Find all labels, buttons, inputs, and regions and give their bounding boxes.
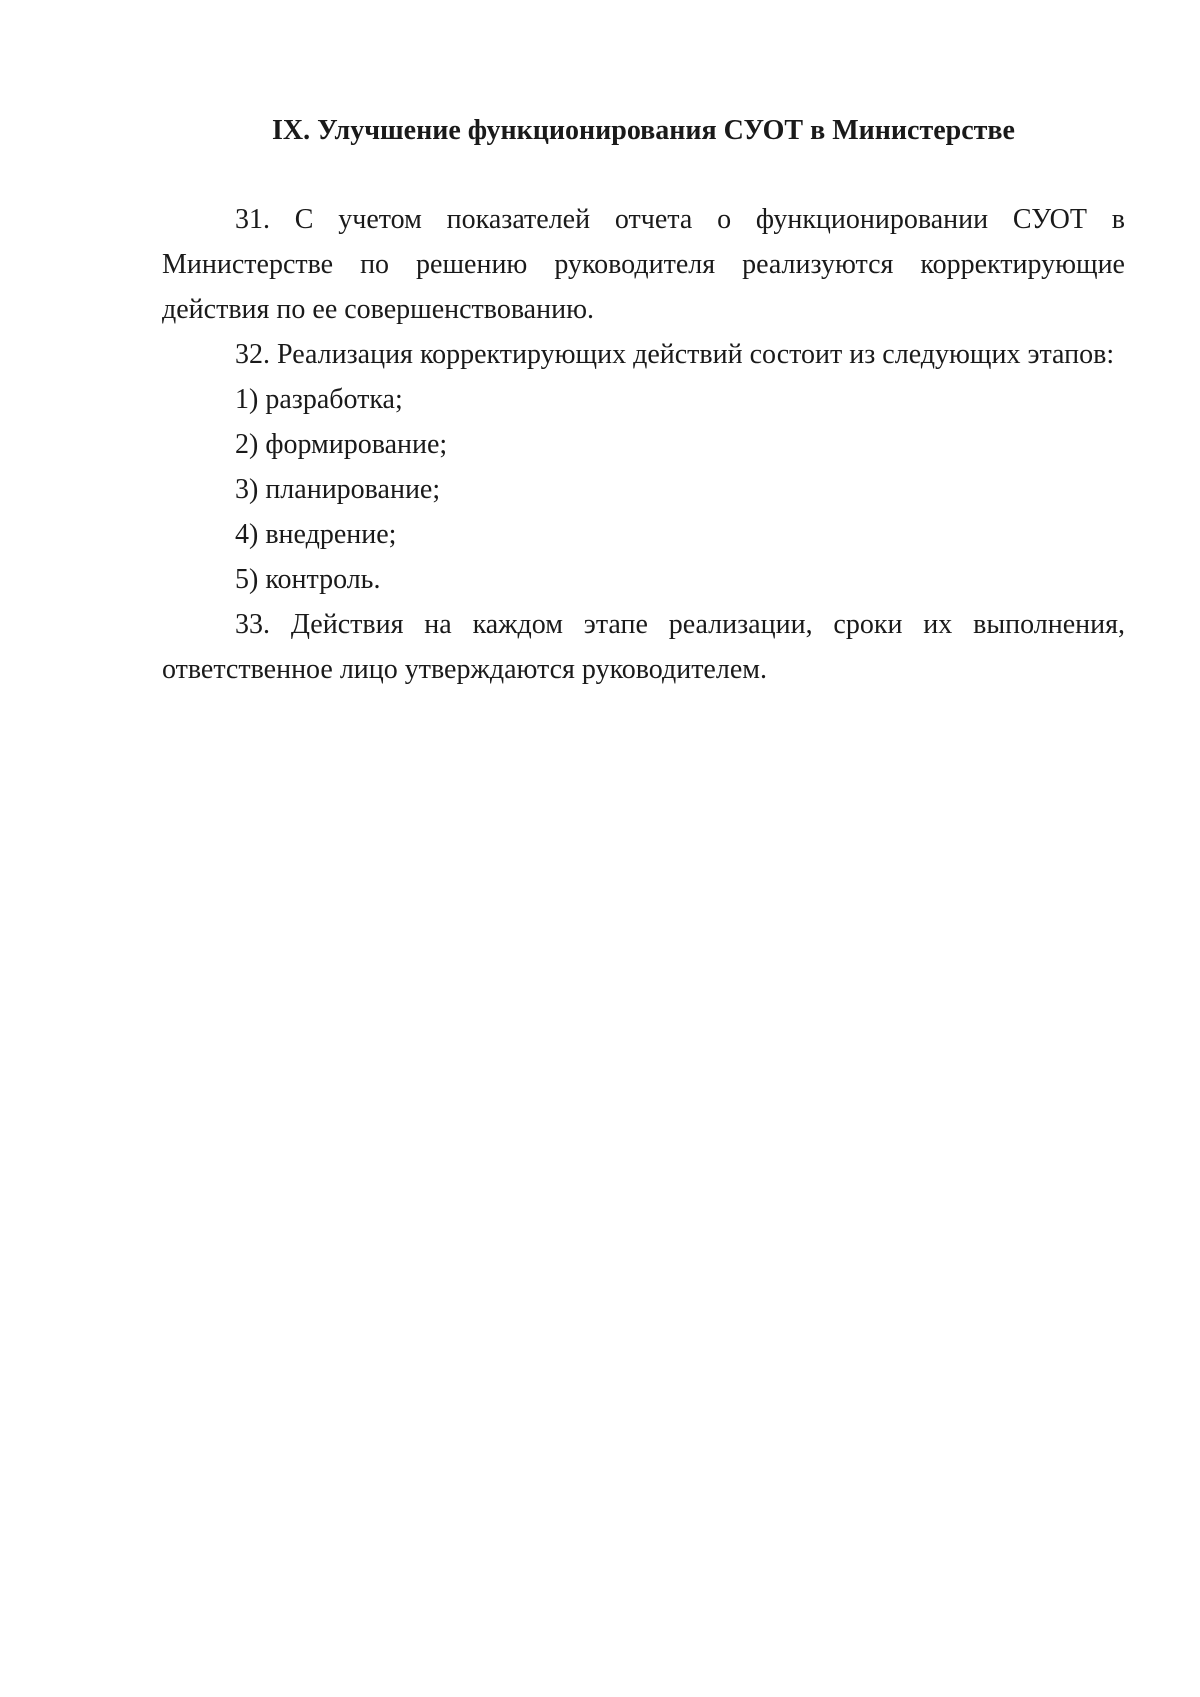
- stage-item-4: 4) внедрение;: [235, 519, 397, 550]
- stage-item-3: 3) планирование;: [235, 474, 441, 505]
- section-heading: IX. Улучшение функционирования СУОТ в Министерстве: [272, 115, 1015, 146]
- section-body: [162, 197, 1125, 692]
- paragraph-33: 33. Действия на каждом этапе реализации, сроки их выполнения, ответственное лицо утверждаются руководителем.: [162, 609, 1125, 685]
- paragraph-32: 32. Реализация корректирующих действий состоит из следующих этапов:: [235, 339, 1115, 370]
- stage-item-1: 1) разработка;: [235, 384, 403, 415]
- stage-item-5: 5) контроль.: [235, 564, 381, 595]
- paragraph-31: 31. С учетом показателей отчета о функционировании СУОТ в Министерстве по решению руководителя реализуются корректирующие действия по ее совершенствованию.: [162, 204, 1125, 325]
- stage-item-2: 2) формирование;: [235, 429, 448, 460]
